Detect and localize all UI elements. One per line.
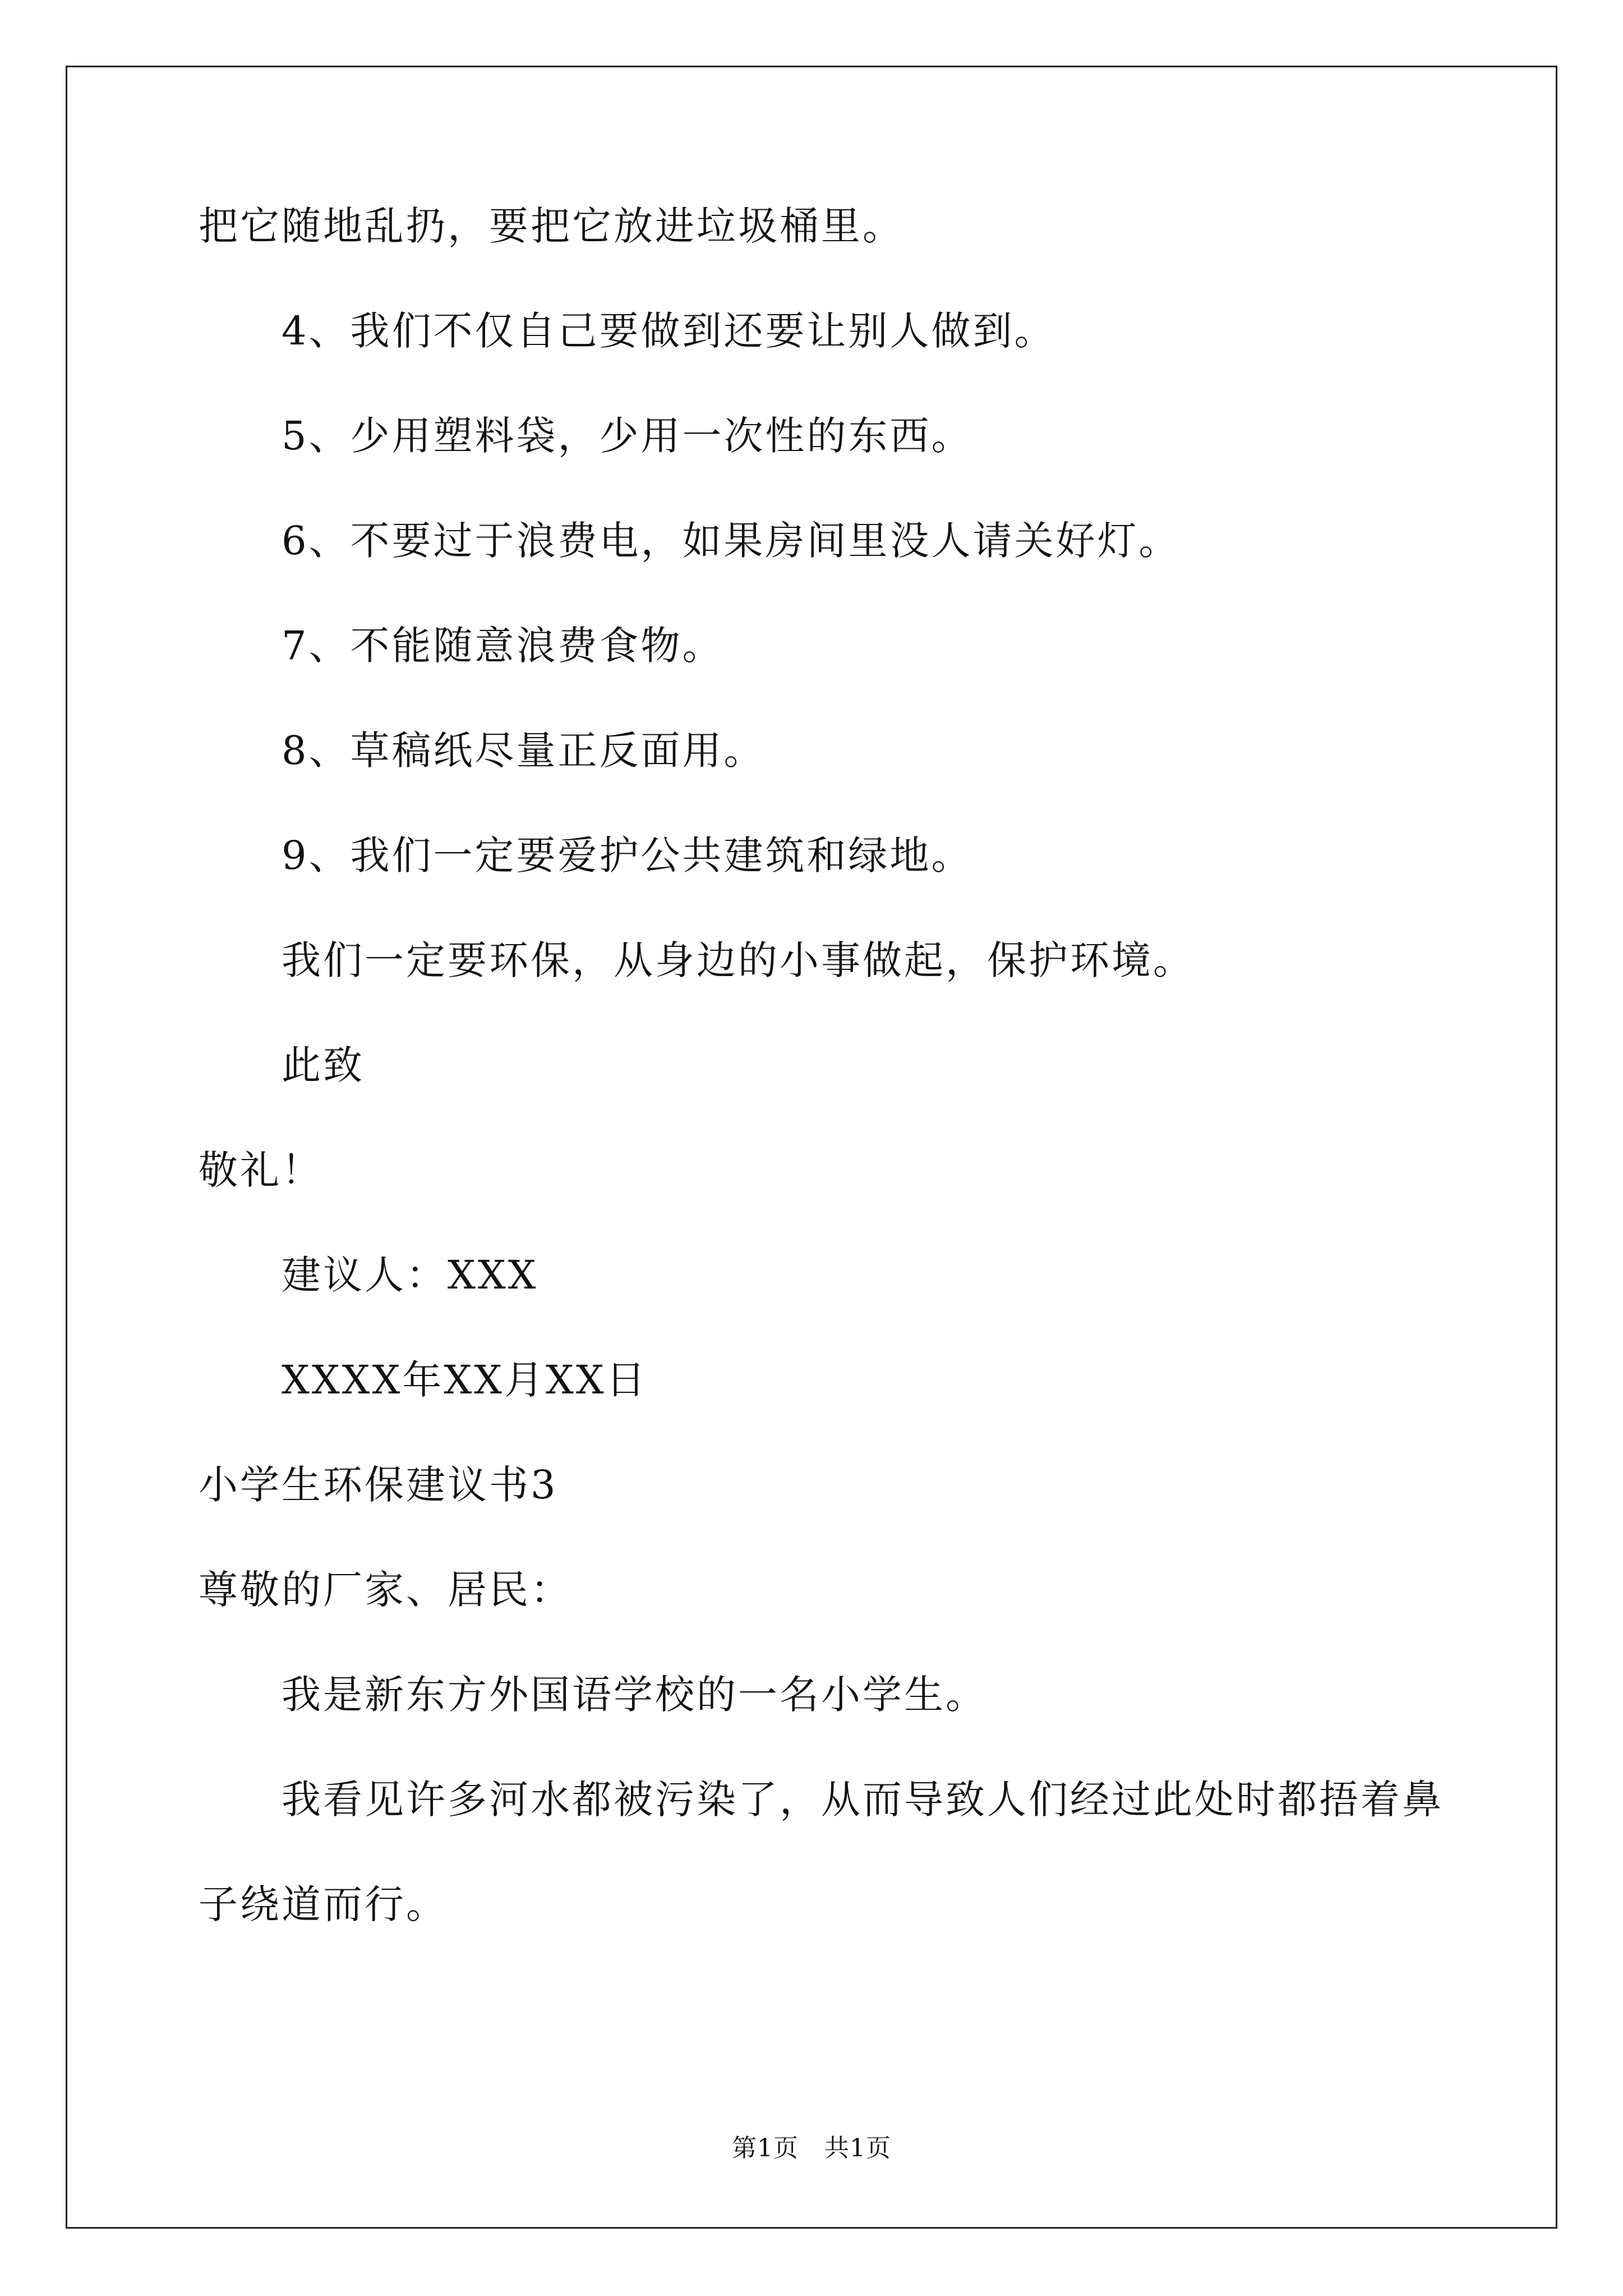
closing-paragraph: 我们一定要环保，从身边的小事做起，保护环境。	[282, 937, 1195, 983]
paragraph: 我看见许多河水都被污染了，从而导致人们经过此处时都捂着鼻	[282, 1777, 1444, 1823]
text-line: 把它随地乱扔，要把它放进垃圾桶里。	[199, 203, 904, 249]
list-item: 9、我们一定要爱护公共建筑和绿地。	[282, 832, 973, 878]
list-item: 8、草稿纸尽量正反面用。	[282, 728, 766, 774]
date-line: XXXX年XX月XX日	[282, 1357, 648, 1403]
paragraph-continuation: 子绕道而行。	[199, 1881, 448, 1927]
letter-greeting: 尊敬的厂家、居民：	[199, 1567, 572, 1613]
page-count: 共1页	[824, 2134, 891, 2162]
list-item: 7、不能随意浪费食物。	[282, 623, 724, 669]
paragraph: 我是新东方外国语学校的一名小学生。	[282, 1672, 987, 1718]
document-body	[199, 202, 1460, 1985]
list-item: 6、不要过于浪费电，如果房间里没人请关好灯。	[282, 518, 1181, 564]
list-item: 5、少用塑料袋，少用一次性的东西。	[282, 413, 973, 459]
page-footer	[0, 2133, 1623, 2164]
signature-line: 建议人：XXX	[282, 1252, 538, 1298]
salutation-respect: 敬礼！	[199, 1147, 323, 1193]
salutation-closing: 此致	[282, 1042, 365, 1088]
page-number: 第1页	[732, 2134, 799, 2162]
list-item: 4、我们不仅自己要做到还要让别人做到。	[282, 308, 1056, 354]
section-title: 小学生环保建议书3	[199, 1462, 558, 1508]
